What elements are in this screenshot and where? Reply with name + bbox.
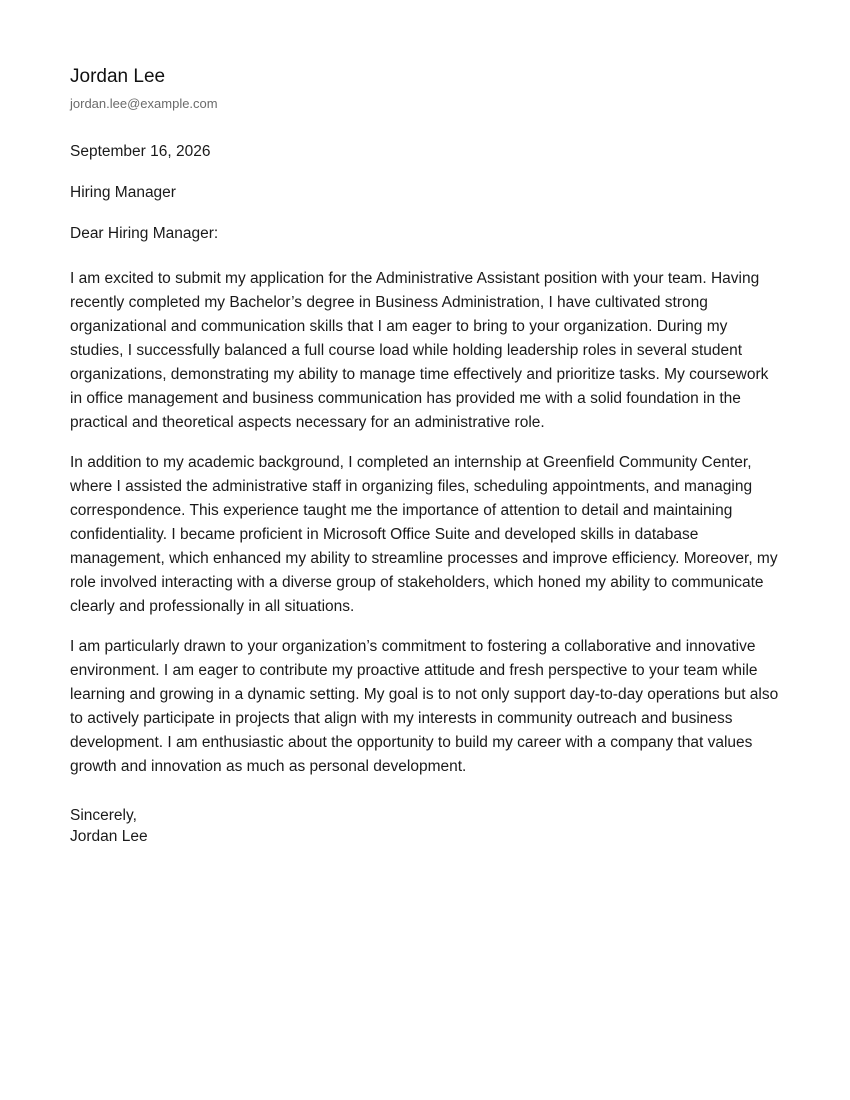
letter-body (70, 267, 780, 779)
body-paragraph-3: I am particularly drawn to your organization’s commitment to fostering a collaborative and innovative environment. I am eager to contribute my proactive attitude and fresh perspective to your team while learning and growing in a dynamic setting. My goal is to not only support day-to-day operations but also to actively participate in projects that align with my interests in community outreach and business development. I am enthusiastic about the opportunity to build my career with a company that values growth and innovation as much as personal development. (70, 638, 779, 775)
sender-email: jordan.lee@example.com (70, 96, 218, 111)
body-paragraph-1: I am excited to submit my application for the Administrative Assistant position with your team. Having recently completed my Bachelor’s degree in Business Administration, I have cultivated strong organizational and communication skills that I am eager to bring to your organization. During my studies, I successfully balanced a full course load while holding leadership roles in several student organizations, demonstrating my ability to manage time effectively and prioritize tasks. My coursework in office management and business communication has provided me with a solid foundation in the practical and theoretical aspects necessary for an administrative role. (70, 270, 769, 431)
signature-name: Jordan Lee (70, 828, 148, 845)
closing: Sincerely, (70, 807, 137, 824)
sender-block (70, 64, 780, 113)
letter-date: September 16, 2026 (70, 143, 211, 160)
body-paragraph-2: In addition to my academic background, I completed an internship at Greenfield Community Center, where I assisted the administrative staff in organizing files, scheduling appointments, and managing correspondence. This experience taught me the importance of attention to detail and maintaining confidentiality. I became proficient in Microsoft Office Suite and developed skills in database management, which enhanced my ability to streamline processes and improve efficiency. Moreover, my role involved interacting with a diverse group of stakeholders, which honed my ability to communicate clearly and professionally in all situations. (70, 454, 778, 615)
recipient: Hiring Manager (70, 184, 176, 201)
sender-name: Jordan Lee (70, 66, 166, 87)
salutation: Dear Hiring Manager: (70, 225, 219, 242)
